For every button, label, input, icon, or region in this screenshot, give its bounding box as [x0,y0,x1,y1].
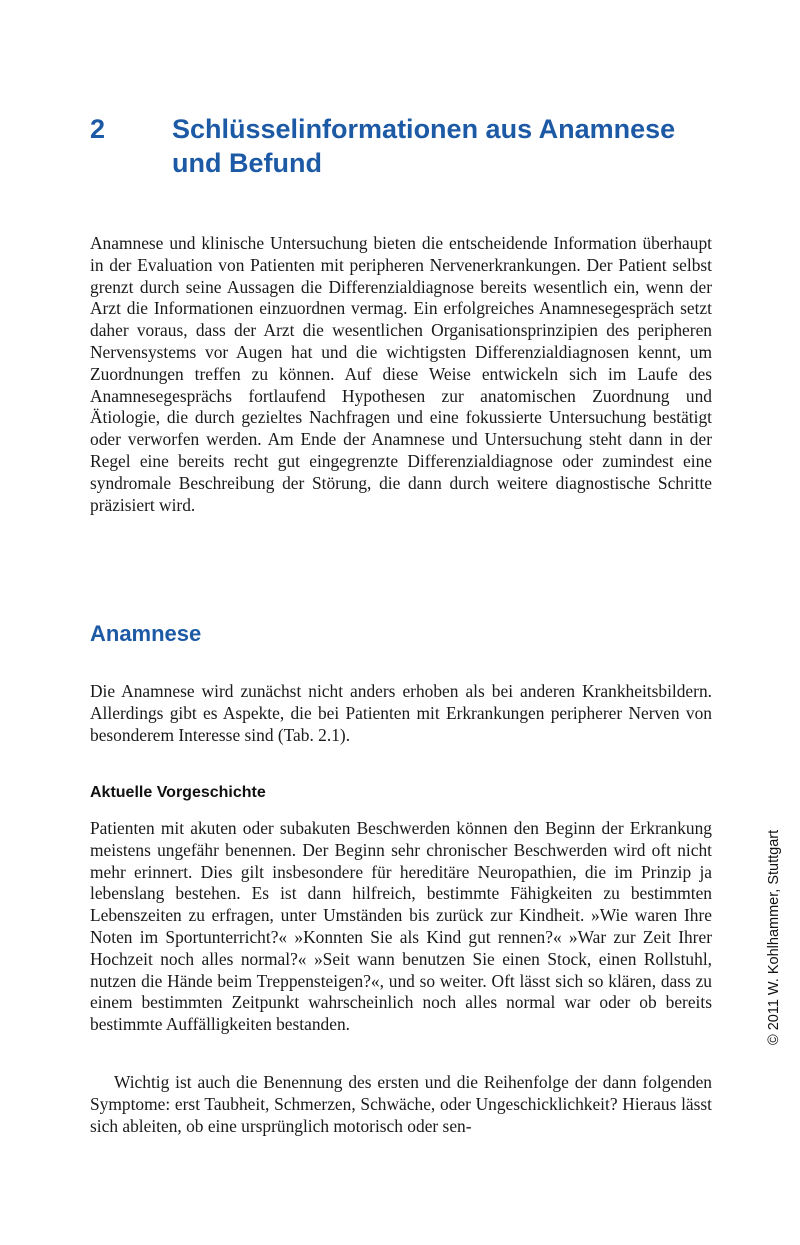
chapter-title: Schlüsselinformationen aus Anamnese und Befund [172,114,676,178]
intro-paragraph: Anamnese und klinische Untersuchung bieten die entscheidende Information überhaupt in der Evaluation von Patienten mit peripheren Nervenerkrankungen. Der Patient selbst grenzt durch seine Aussagen die Differenzialdiagnose bereits wesentlich ein, wenn der Arzt die Informationen einzuordnen vermag. Ein erfolgreiches Anamnesegespräch setzt daher voraus, dass der Arzt die wesentlichen Organisationsprinzipien des peripheren Nervensystems vor Augen hat und die wichtigsten Differenzialdiagnosen kennt, um Zuordnungen treffen zu können. Auf diese Weise entwickeln sich im Laufe des Anamnesegesprächs fortlaufend Hypothesen zur anatomischen Zuordnung und Ätiologie, die durch gezieltes Nachfragen und eine fokussierte Untersuchung bestätigt oder verworfen werden. Am Ende der Anamnese und Untersuchung steht dann in der Regel eine bereits recht gut eingegrenzte Differenzialdiagnose oder zumindest eine syndromale Beschreibung der Störung, die dann durch weitere diagnostische Schritte präzisiert wird. [90,233,712,515]
subsection-paragraph-2: Wichtig ist auch die Benennung des ersten und die Reihenfolge der dann folgenden Symptome: erst Taubheit, Schmerzen, Schwäche, oder Ungeschicklichkeit? Hieraus lässt sich ableiten, ob eine ursprünglich motorisch oder sen- [90,1072,712,1136]
chapter-number: 2 [90,114,106,144]
subsection-paragraph-1: Patienten mit akuten oder subakuten Beschwerden können den Beginn der Erkrankung meistens ungefähr benennen. Der Beginn sehr chronischer Beschwerden wird oft nicht mehr erinnert. Dies gilt insbesondere für hereditäre Neuropathien, die im Prinzip ja lebenslang bestehen. Es ist dann hilfreich, bestimmte Fähigkeiten zu bestimmten Lebenszeiten zu erfragen, unter Umständen bis zurück zur Kindheit. »Wie waren Ihre Noten im Sportunterricht?« »Konnten Sie als Kind gut rennen?« »War zur Zeit Ihrer Hochzeit noch alles normal?« »Seit wann benutzen Sie einen Stock, einen Rollstuhl, nutzen die Hände beim Treppensteigen?«, und so weiter. Oft lässt sich so klären, dass zu einem bestimmten Zeitpunkt wahrscheinlich noch alles normal war oder ob bereits bestimmte Auffälligkeiten bestanden. [90,818,712,1035]
section-paragraph: Die Anamnese wird zunächst nicht anders erhoben als bei anderen Krankheitsbildern. Allerdings gibt es Aspekte, die bei Patienten mit Erkrankungen peripherer Nerven von besonderem Interesse sind (Tab. 2.1). [90,681,712,745]
copyright-notice: © 2011 W. Kohlhammer, Stuttgart [766,829,782,1045]
subsection-heading: Aktuelle Vorgeschichte [90,784,266,801]
section-heading-anamnese: Anamnese [90,621,202,646]
chapter-heading [90,112,730,180]
